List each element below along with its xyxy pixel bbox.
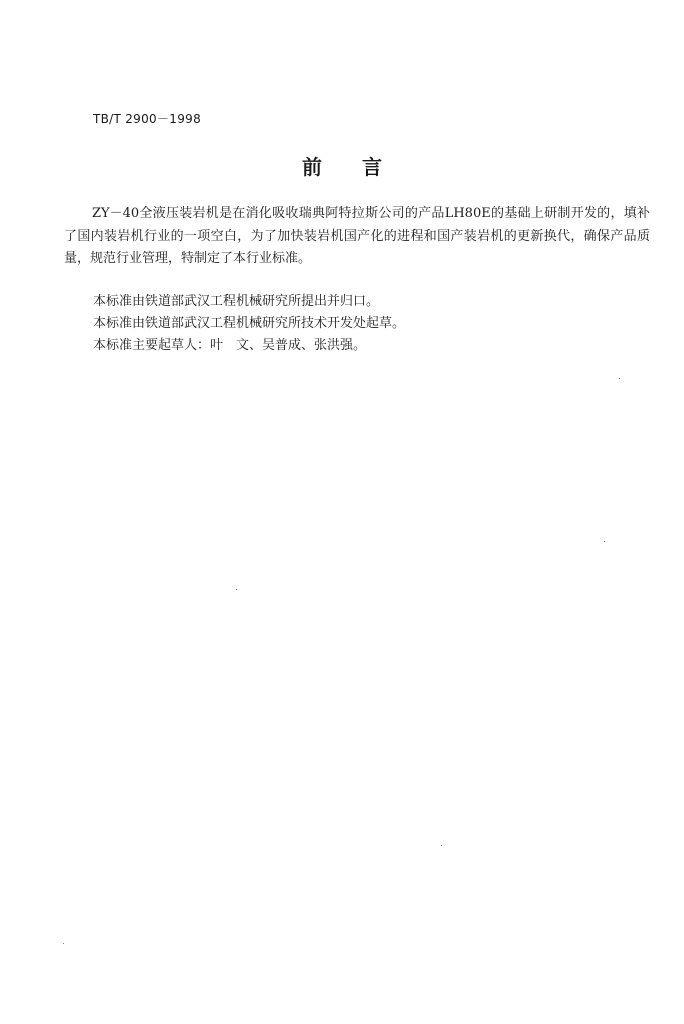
scan-speck xyxy=(63,943,64,944)
note-drafters: 本标准主要起草人：叶 文、吴普成、张洪强。 xyxy=(93,338,367,353)
scan-speck xyxy=(604,541,605,542)
foreword-notes xyxy=(93,291,405,357)
scan-speck xyxy=(619,378,620,379)
note-drafting-unit: 本标准由铁道部武汉工程机械研究所技术开发处起草。 xyxy=(93,316,406,331)
standard-code: TB/T 2900－1998 xyxy=(93,112,202,126)
scan-speck xyxy=(441,845,442,846)
foreword-paragraph: ZY－40全液压装岩机是在消化吸收瑞典阿特拉斯公司的产品LH80E的基础上研制开发的，填补了国内装岩机行业的一项空白，为了加快装岩机国产化的进程和国产装岩机的更新换代，确保产品质量，规范行业管理，特制定了本行业标准。 xyxy=(64,206,650,266)
scan-speck xyxy=(236,589,237,590)
note-proposer: 本标准由铁道部武汉工程机械研究所提出并归口。 xyxy=(93,294,380,309)
page-title: 前言 xyxy=(302,155,422,179)
